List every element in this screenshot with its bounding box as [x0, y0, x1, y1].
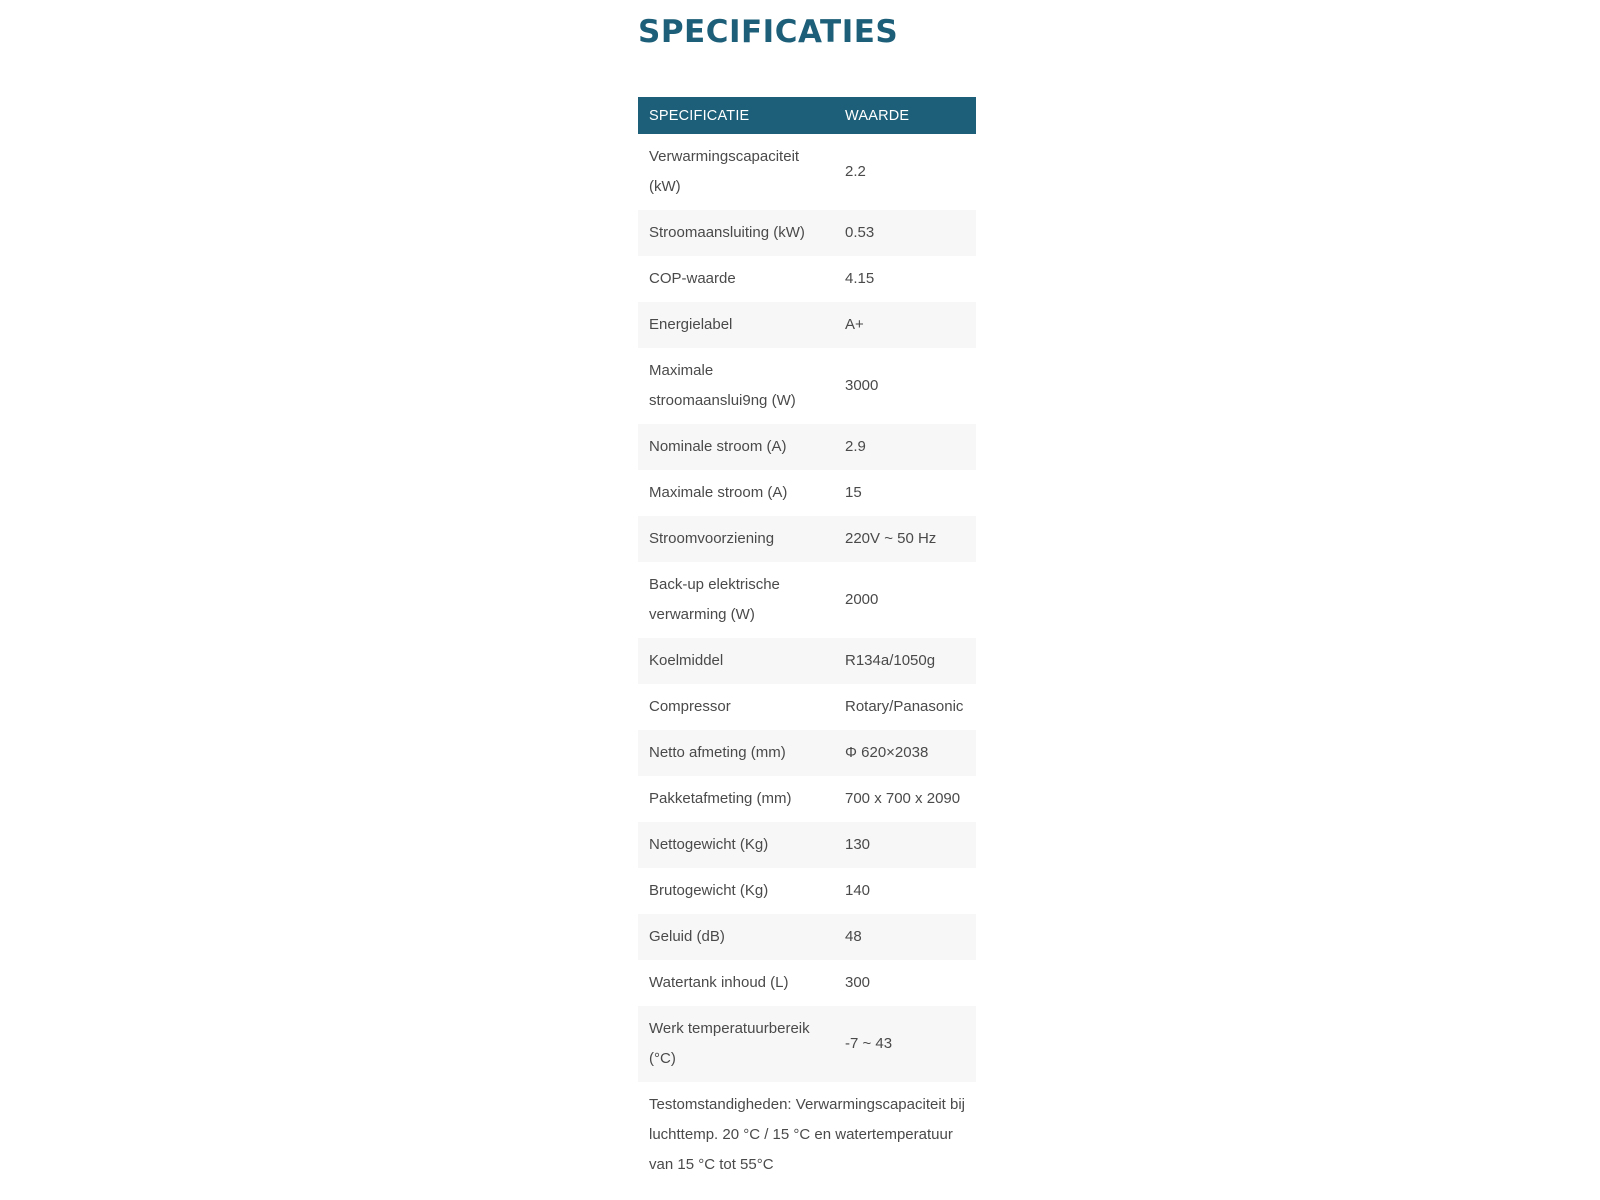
spec-name: Verwarmingscapaciteit (kW) — [649, 148, 800, 195]
spec-value: 0.53 — [845, 224, 875, 241]
column-header-spec: SPECIFICATIE — [649, 107, 750, 124]
spec-value: 2.9 — [845, 438, 866, 455]
spec-name: Maximale stroomaanslui9ng (W) — [649, 362, 796, 409]
table-row — [638, 914, 976, 960]
table-row — [638, 776, 976, 822]
spec-value: Φ 620×2038 — [845, 744, 929, 761]
table-row — [638, 638, 976, 684]
spec-name: COP-waarde — [649, 270, 736, 287]
spec-value: 700 x 700 x 2090 — [845, 790, 961, 807]
table-row — [638, 210, 976, 256]
column-header-value: WAARDE — [845, 107, 910, 124]
spec-value: 48 — [845, 928, 862, 945]
spec-value: 3000 — [845, 377, 879, 394]
table-row — [638, 960, 976, 1006]
spec-name: Maximale stroom (A) — [649, 484, 788, 501]
table-header — [638, 97, 976, 134]
table-row — [638, 302, 976, 348]
spec-value: 130 — [845, 836, 871, 853]
table-header-row — [638, 97, 976, 134]
spec-value: 140 — [845, 882, 871, 899]
spec-name: Back-up elektrische verwarming (W) — [649, 576, 780, 623]
table-row — [638, 684, 976, 730]
specifications-table — [638, 97, 976, 1082]
table-row — [638, 730, 976, 776]
spec-name: Compressor — [649, 698, 731, 715]
table-body — [638, 134, 976, 1082]
table-row — [638, 470, 976, 516]
spec-name: Netto afmeting (mm) — [649, 744, 786, 761]
spec-name: Nominale stroom (A) — [649, 438, 787, 455]
spec-name: Nettogewicht (Kg) — [649, 836, 769, 853]
table-row — [638, 822, 976, 868]
spec-name: Energielabel — [649, 316, 733, 333]
table-row — [638, 1006, 976, 1082]
spec-value: 15 — [845, 484, 862, 501]
table-row — [638, 256, 976, 302]
spec-value: A+ — [845, 316, 864, 333]
table-row — [638, 562, 976, 638]
table-row — [638, 134, 976, 210]
table-row — [638, 424, 976, 470]
spec-name: Geluid (dB) — [649, 928, 725, 945]
spec-name: Stroomvoorziening — [649, 530, 775, 547]
spec-name: Koelmiddel — [649, 652, 724, 669]
spec-value: -7 ~ 43 — [845, 1035, 893, 1052]
spec-value: R134a/1050g — [845, 652, 936, 669]
spec-name: Brutogewicht (Kg) — [649, 882, 769, 899]
spec-value: 300 — [845, 974, 871, 991]
spec-value: Rotary/Panasonic — [845, 698, 964, 715]
spec-name: Pakketafmeting (mm) — [649, 790, 792, 807]
spec-name: Watertank inhoud (L) — [649, 974, 789, 991]
spec-name: Stroomaansluiting (kW) — [649, 224, 805, 241]
spec-name: Werk temperatuurbereik (°C) — [649, 1020, 810, 1067]
table-row — [638, 516, 976, 562]
test-conditions-note: Testomstandigheden: Verwarmingscapaciteit bij luchttemp. 20 °C / 15 °C en watertemperatuur van 15 °C tot 55°C — [649, 1096, 966, 1173]
spec-value: 2.2 — [845, 163, 866, 180]
table-row — [638, 868, 976, 914]
table-row — [638, 348, 976, 424]
spec-value: 4.15 — [845, 270, 875, 287]
page-title: SPECIFICATIES — [638, 14, 899, 50]
spec-value: 220V ~ 50 Hz — [845, 530, 937, 547]
spec-value: 2000 — [845, 591, 879, 608]
specifications-section — [638, 0, 976, 1180]
